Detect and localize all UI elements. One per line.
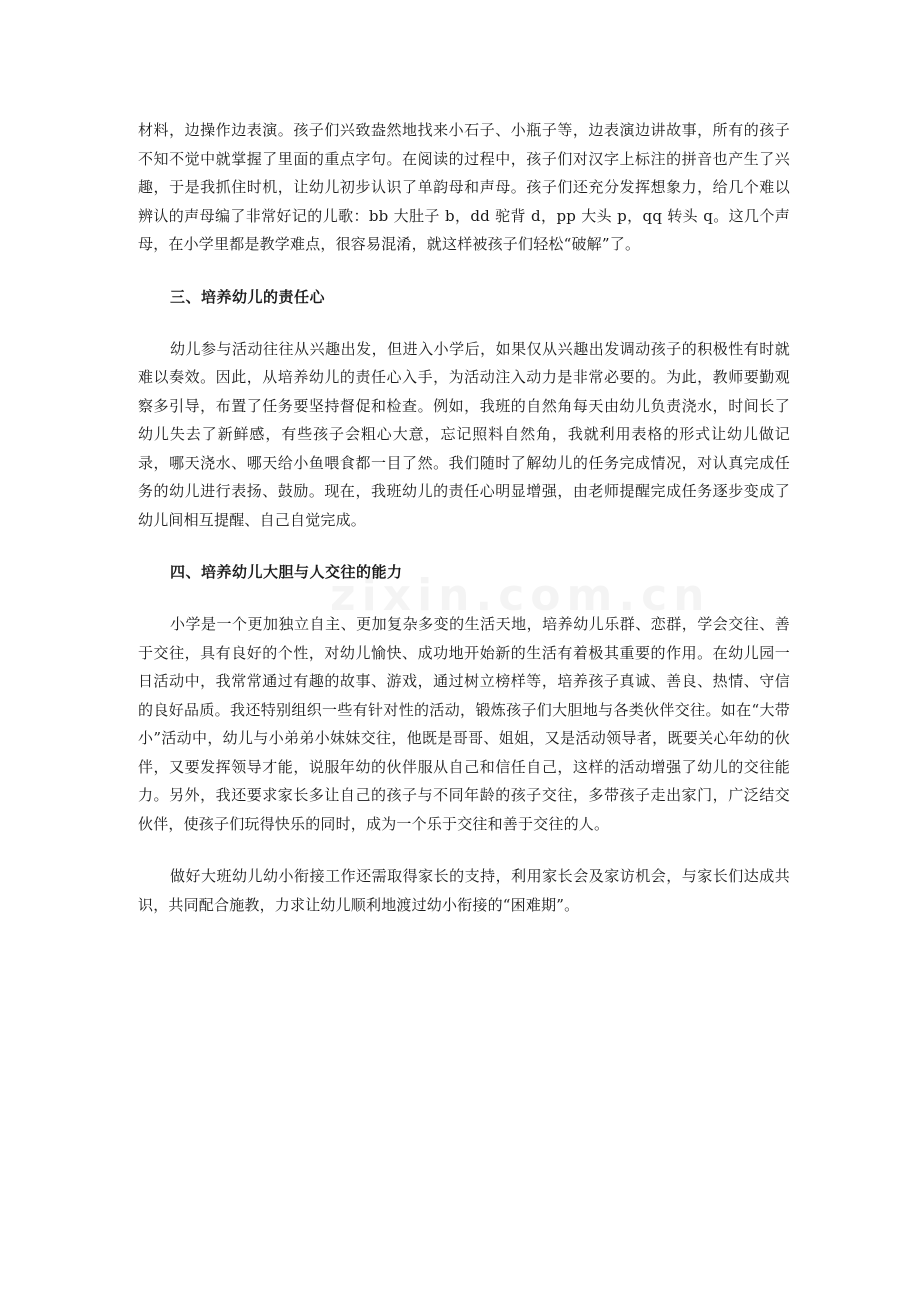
paragraph-parent-support: 做好大班幼儿幼小衔接工作还需取得家长的支持，利用家长会及家访机会，与家长们达成共识，共同配合施教，力求让幼儿顺利地渡过幼小衔接的“困难期”。 [138, 867, 790, 914]
document-page [138, 116, 790, 919]
section-heading-social-skills: 四、培养幼儿大胆与人交往的能力 [170, 563, 403, 581]
paragraph-responsibility: 幼儿参与活动往往从兴趣出发，但进入小学后，如果仅从兴趣出发调动孩子的积极性有时就难以奏效。因此，从培养幼儿的责任心入手，为活动注入动力是非常必要的。为此，教师要勤观察多引导，布置了任务要坚持督促和检查。例如，我班的自然角每天由幼儿负责浇水，时间长了幼儿失去了新鲜感，有些孩子会粗心大意，忘记照料自然角，我就利用表格的形式让幼儿做记录，哪天浇水、哪天给小鱼喂食都一目了然。我们随时了解幼儿的任务完成情况，对认真完成任务的幼儿进行表扬、鼓励。现在，我班幼儿的责任心明显增强，由老师提醒完成任务逐步变成了幼儿间相互提醒、自己自觉完成。 [138, 339, 790, 529]
paragraph-reading-pinyin: 材料，边操作边表演。孩子们兴致盎然地找来小石子、小瓶子等，边表演边讲故事，所有的孩子不知不觉中就掌握了里面的重点字句。在阅读的过程中，孩子们对汉字上标注的拼音也产生了兴趣，于是我抓住时机，让幼儿初步认识了单韵母和声母。孩子们还充分发挥想象力，给几个难以辨认的声母编了非常好记的儿歌：bb 大肚子 b，dd 驼背 d，pp 大头 p，qq 转头 q。这几个声母，在小学里都是教学难点，很容易混淆，就这样被孩子们轻松“破解”了。 [138, 121, 790, 253]
paragraph-social-skills: 小学是一个更加独立自主、更加复杂多变的生活天地，培养幼儿乐群、恋群，学会交往、善于交往，具有良好的个性，对幼儿愉快、成功地开始新的生活有着极其重要的作用。在幼儿园一日活动中，我常常通过有趣的故事、游戏，通过树立榜样等，培养孩子真诚、善良、热情、守信的良好品质。我还特别组织一些有针对性的活动，锻炼孩子们大胆地与各类伙伴交往。如在“大带小”活动中，幼儿与小弟弟小妹妹交往，他既是哥哥、姐姐，又是活动领导者，既要关心年幼的伙伴，又要发挥领导才能，说服年幼的伙伴服从自己和信任自己，这样的活动增强了幼儿的交往能力。另外，我还要求家长多让自己的孩子与不同年龄的孩子交往，多带孩子走出家门，广泛结交伙伴，使孩子们玩得快乐的同时，成为一个乐于交往和善于交往的人。 [138, 615, 790, 833]
section-heading-responsibility: 三、培养幼儿的责任心 [170, 287, 326, 306]
